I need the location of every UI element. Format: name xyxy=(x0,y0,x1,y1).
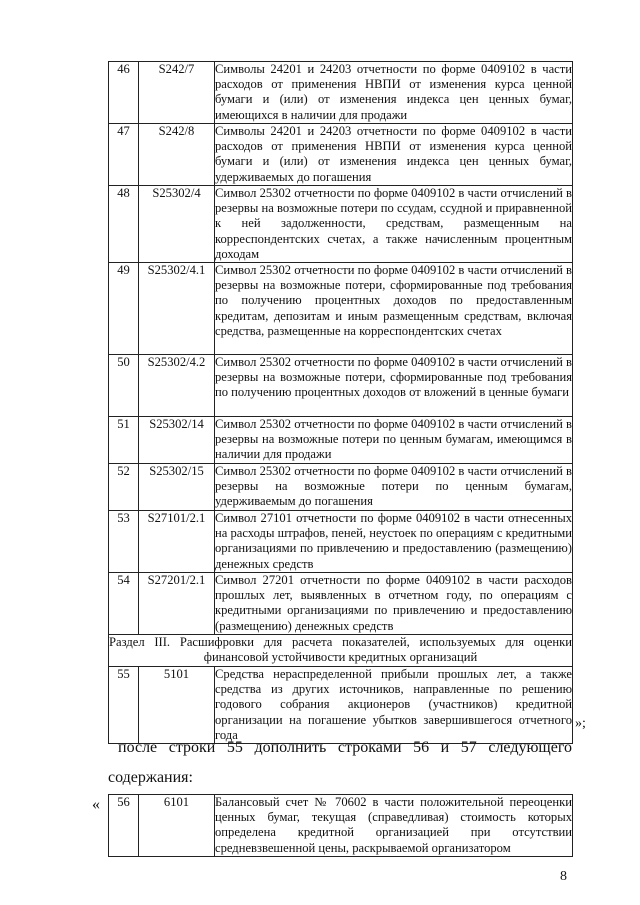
row-code: S25302/4.1 xyxy=(139,263,215,355)
row-description: Балансовый счет № 70602 в части положительной переоценки ценных бумаг, текущая (справедливая) стоимость которых определена кредитной организацией при отсутствии средневзвешенной цены, раскрываемой организатором xyxy=(215,795,572,855)
row-description: Символ 25302 отчетности по форме 0409102 в части отчислений в резервы на возможные потери, сформированные под требования по получению процентных доходов по предоставленным кредитам, депозитам и иным размещенным средствам, включая средства, размещенные на корреспондентских счетах xyxy=(215,263,573,355)
row-number: 55 xyxy=(109,667,139,744)
section-heading: Раздел III. Расшифровки для расчета показателей, используемых для оценки финансовой устойчивости кредитных организаций xyxy=(109,635,573,667)
table-row xyxy=(109,186,573,263)
section-row xyxy=(109,635,573,667)
closing-quote: »; xyxy=(575,716,586,731)
symbols-table xyxy=(108,61,573,744)
row-number: 56 xyxy=(109,795,139,857)
row-number: 53 xyxy=(109,511,139,573)
table-row xyxy=(109,573,573,635)
row-number: 54 xyxy=(109,573,139,635)
paragraph-line-2: содержания: xyxy=(108,769,193,786)
row-number: 47 xyxy=(109,124,139,186)
row-code: 5101 xyxy=(139,667,215,744)
table-row xyxy=(109,667,573,744)
row-description: Символ 25302 отчетности по форме 0409102 в части отчислений в резервы на возможные потери, сформированные под требования по получению процентных доходов от вложений в ценные бумаги xyxy=(215,355,573,417)
row-description: Символ 25302 отчетности по форме 0409102 в части отчислений в резервы на возможные потери по ссудам, ссудной и приравненной к ней задолженности, средствам, размещенным на корреспондентских счетах, а также начисленным процентным доходам xyxy=(215,186,572,261)
row-code: S242/8 xyxy=(139,124,215,186)
row-description: Символы 24201 и 24203 отчетности по форме 0409102 в части расходов от применения НВПИ от изменения курса ценной бумаги и (или) от изменения индекса цен ценных бумаг, удерживаемых до погашения xyxy=(215,124,572,184)
row-description: Символ 25302 отчетности по форме 0409102 в части отчислений в резервы на возможные потери по ценным бумагам, удерживаемым до погашения xyxy=(215,464,573,511)
table-row xyxy=(109,263,573,355)
row-description: Символ 25302 отчетности по форме 0409102 в части отчислений в резервы на возможные потери по ценным бумагам, имеющимся в наличии для продажи xyxy=(215,417,573,464)
row-code: S25302/14 xyxy=(139,417,215,464)
row-description: Средства нераспределенной прибыли прошлых лет, а также средства из других источников, направленные по решению годового собрания акционеров (участников) кредитной организации на погашение убытков завершившегося отчетного года xyxy=(215,667,572,742)
table-row xyxy=(109,124,573,186)
row-number: 50 xyxy=(109,355,139,417)
row-number: 48 xyxy=(109,186,139,263)
row-description: Символ 27101 отчетности по форме 0409102 в части отнесенных на расходы штрафов, пеней, неустоек по операциям с кредитными организациями по привлечению и предоставлению (размещению) денежных средств xyxy=(215,511,572,571)
paragraph-line-1: после строки 55 дополнить строками 56 и 57 следующего xyxy=(118,739,572,756)
table-row xyxy=(109,795,573,857)
added-rows-table xyxy=(108,794,573,857)
row-code: S27201/2.1 xyxy=(139,573,215,635)
row-code: S242/7 xyxy=(139,62,215,124)
row-description: Символ 27201 отчетности по форме 0409102 в части расходов прошлых лет, выявленных в отчетном году, по операциям с кредитными организациями по привлечению и предоставлению (размещению) денежных средств xyxy=(215,573,572,633)
row-number: 52 xyxy=(109,464,139,511)
row-code: S25302/4 xyxy=(139,186,215,263)
row-code: S25302/15 xyxy=(139,464,215,511)
table-row xyxy=(109,417,573,464)
table-row xyxy=(109,355,573,417)
page-number: 8 xyxy=(560,869,567,884)
row-number: 46 xyxy=(109,62,139,124)
row-number: 49 xyxy=(109,263,139,355)
row-code: S25302/4.2 xyxy=(139,355,215,417)
table-row xyxy=(109,62,573,124)
opening-quote: « xyxy=(92,796,100,813)
row-number: 51 xyxy=(109,417,139,464)
row-code: 6101 xyxy=(139,795,215,857)
row-code: S27101/2.1 xyxy=(139,511,215,573)
table-row xyxy=(109,464,573,511)
table-row xyxy=(109,511,573,573)
row-description: Символы 24201 и 24203 отчетности по форме 0409102 в части расходов от применения НВПИ от изменения курса ценной бумаги и (или) от изменения индекса цен ценных бумаг, имеющихся в наличии для продажи xyxy=(215,62,572,122)
